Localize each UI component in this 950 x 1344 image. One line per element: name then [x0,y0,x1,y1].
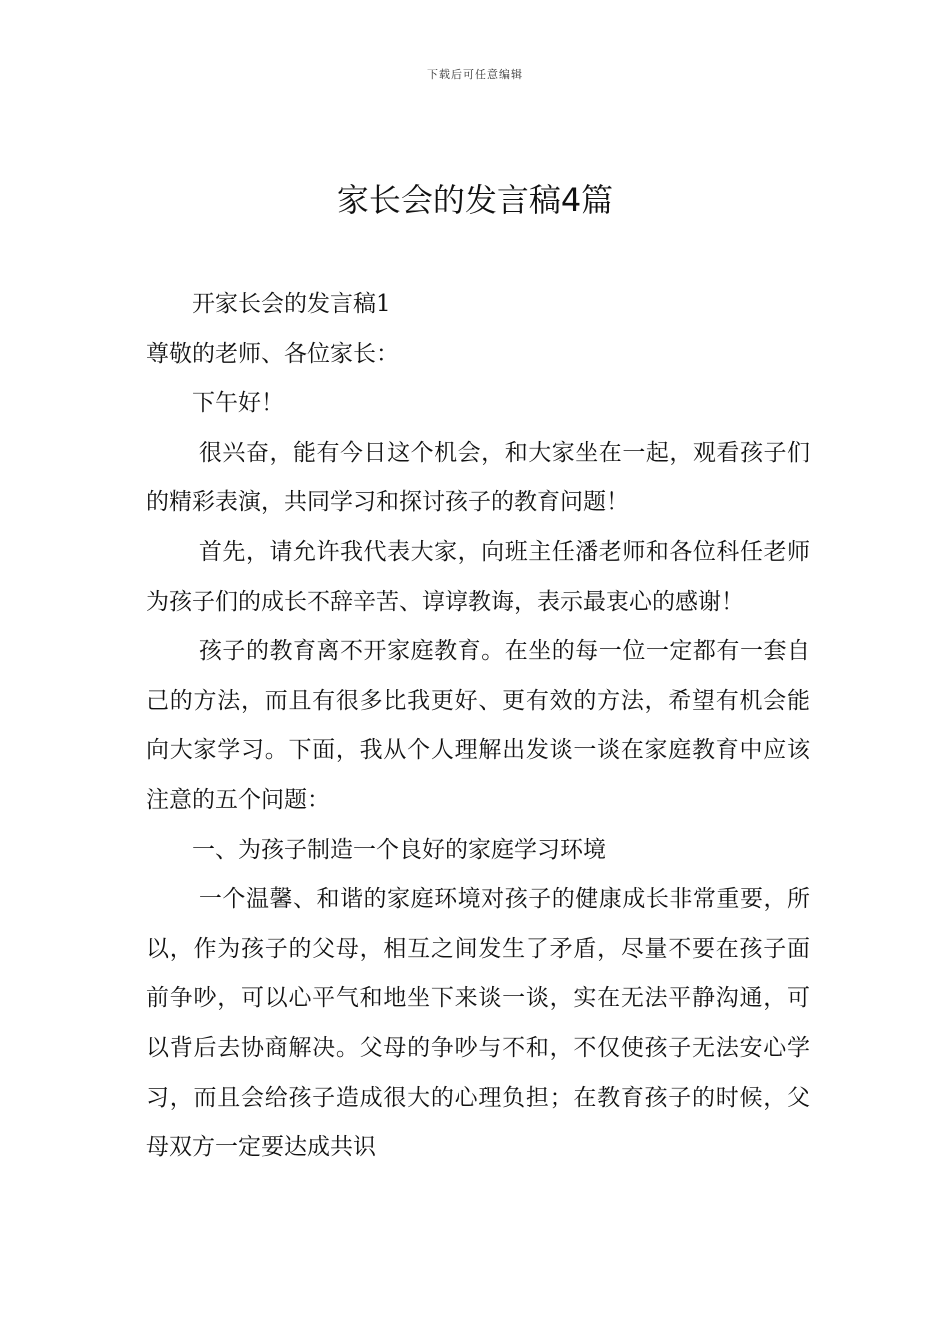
greeting: 下午好！ [192,390,284,417]
document-body [146,280,810,1173]
section-heading: 开家长会的发言稿1 [192,291,391,317]
document-title: 家长会的发言稿4篇 [336,181,614,219]
subsection-heading: 一、为孩子制造一个良好的家庭学习环境 [192,836,606,863]
paragraph: 很兴奋，能有今日这个机会，和大家坐在一起，观看孩子们的精彩表演，共同学习和探讨孩子的教育问题！ [146,439,810,516]
paragraph: 首先，请允许我代表大家，向班主任潘老师和各位科任老师为孩子们的成长不辞辛苦、谆谆教诲，表示最衷心的感谢！ [146,538,810,615]
salutation: 尊敬的老师、各位家长： [146,340,399,367]
paragraph: 一个温馨、和谐的家庭环境对孩子的健康成长非常重要，所以，作为孩子的父母，相互之间发生了矛盾，尽量不要在孩子面前争吵，可以心平气和地坐下来谈一谈，实在无法平静沟通，可以背后去协商解决。父母的争吵与不和，不仅使孩子无法安心学习，而且会给孩子造成很大的心理负担；在教育孩子的时候，父母双方一定要达成共识 [146,886,810,1161]
paragraph: 孩子的教育离不开家庭教育。在坐的每一位一定都有一套自己的方法，而且有很多比我更好、更有效的方法，希望有机会能向大家学习。下面，我从个人理解出发谈一谈在家庭教育中应该注意的五个问题： [146,638,810,813]
header-note: 下载后可任意编辑 [427,68,523,81]
